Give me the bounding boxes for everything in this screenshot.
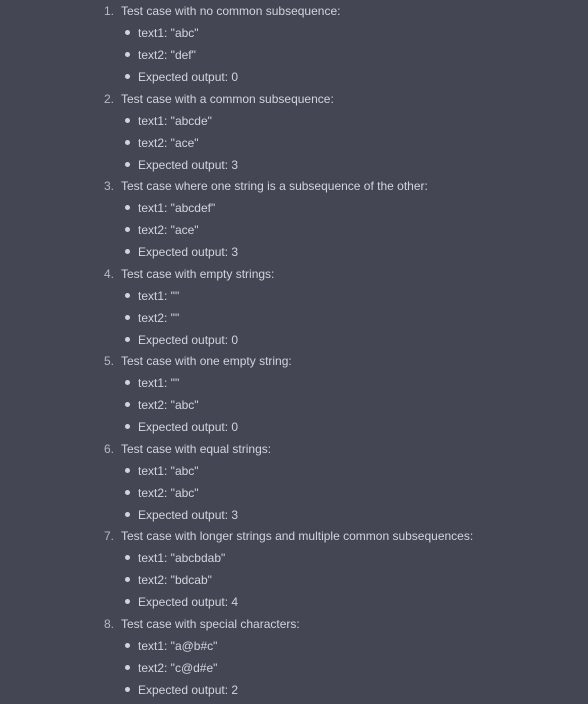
test-case-heading	[0, 613, 588, 635]
detail-text1	[0, 635, 588, 657]
bullet-icon	[125, 293, 130, 298]
bullet-icon	[125, 52, 130, 57]
detail-text2	[0, 482, 588, 504]
test-case-heading	[0, 263, 588, 285]
text2-value: text2: "bdcab"	[138, 573, 212, 587]
expected-output: Expected output: 3	[138, 507, 239, 522]
bullet-icon	[125, 205, 130, 210]
test-case-item	[0, 350, 588, 438]
detail-text1	[0, 110, 588, 132]
bullet-icon	[125, 337, 130, 342]
text2-value: text2: "ace"	[138, 223, 199, 237]
detail-text2	[0, 394, 588, 416]
test-case-title: Test case where one string is a subsequence of the other:	[121, 179, 428, 193]
test-case-title: Test case with no common subsequence:	[121, 4, 341, 18]
test-case-item	[0, 263, 588, 351]
test-case-number: 2.	[103, 91, 114, 106]
test-case-number: 1.	[103, 4, 114, 18]
detail-expected	[0, 66, 588, 88]
bullet-icon	[125, 162, 130, 167]
test-case-number: 5.	[103, 354, 114, 368]
detail-expected	[0, 329, 588, 351]
text1-value: text1: ""	[138, 288, 180, 303]
detail-expected	[0, 591, 588, 613]
detail-text1	[0, 547, 588, 569]
bullet-icon	[125, 687, 130, 692]
detail-text1	[0, 22, 588, 44]
detail-text1	[0, 197, 588, 219]
detail-text2	[0, 44, 588, 66]
detail-text2	[0, 657, 588, 679]
detail-expected	[0, 241, 588, 263]
expected-output: Expected output: 0	[138, 420, 239, 434]
expected-output: Expected output: 3	[138, 245, 239, 259]
detail-expected	[0, 504, 588, 526]
bullet-icon	[125, 490, 130, 495]
test-case-heading	[0, 0, 588, 22]
text1-value: text1: "abc"	[138, 463, 199, 478]
test-case-number: 3.	[103, 179, 114, 193]
text1-value: text1: ""	[138, 376, 180, 390]
detail-text1	[0, 372, 588, 394]
test-case-title: Test case with longer strings and multiple common subsequences:	[121, 529, 474, 543]
bullet-icon	[125, 577, 130, 582]
bullet-icon	[125, 118, 130, 123]
bullet-icon	[125, 599, 130, 604]
text1-value: text1: "abc"	[138, 26, 199, 40]
text1-value: text1: "abcdef"	[138, 201, 216, 215]
bullet-icon	[125, 555, 130, 560]
test-case-item	[0, 613, 588, 701]
test-case-item	[0, 525, 588, 613]
test-case-item	[0, 175, 588, 263]
text2-value: text2: ""	[138, 310, 180, 325]
text1-value: text1: "abcbdab"	[138, 551, 226, 565]
text2-value: text2: "ace"	[138, 135, 199, 150]
test-case-heading	[0, 350, 588, 372]
expected-output: Expected output: 0	[138, 332, 239, 347]
bullet-icon	[125, 643, 130, 648]
test-case-number: 8.	[103, 616, 114, 631]
test-case-heading	[0, 438, 588, 460]
text1-value: text1: "a@b#c"	[138, 638, 218, 653]
detail-text2	[0, 132, 588, 154]
expected-output: Expected output: 0	[138, 70, 239, 84]
bullet-icon	[125, 380, 130, 385]
detail-expected	[0, 679, 588, 701]
bullet-icon	[125, 665, 130, 670]
text2-value: text2: "abc"	[138, 485, 199, 500]
detail-text2	[0, 569, 588, 591]
detail-expected	[0, 154, 588, 176]
test-case-heading	[0, 175, 588, 197]
detail-text1	[0, 460, 588, 482]
bullet-icon	[125, 249, 130, 254]
bullet-icon	[125, 30, 130, 35]
text2-value: text2: "def"	[138, 48, 196, 62]
expected-output: Expected output: 2	[138, 682, 239, 697]
bullet-icon	[125, 227, 130, 232]
bullet-icon	[125, 74, 130, 79]
text2-value: text2: "c@d#e"	[138, 660, 218, 675]
test-case-number: 6.	[103, 441, 114, 456]
test-case-title: Test case with one empty string:	[121, 354, 292, 368]
test-case-item	[0, 438, 588, 526]
bullet-icon	[125, 468, 130, 473]
test-case-item	[0, 0, 588, 88]
bullet-icon	[125, 140, 130, 145]
detail-text1	[0, 285, 588, 307]
bullet-icon	[125, 424, 130, 429]
expected-output: Expected output: 3	[138, 157, 239, 172]
text1-value: text1: "abcde"	[138, 113, 212, 128]
test-case-title: Test case with empty strings:	[121, 266, 275, 281]
test-case-title: Test case with equal strings:	[121, 441, 272, 456]
test-case-title: Test case with special characters:	[121, 616, 300, 631]
bullet-icon	[125, 512, 130, 517]
test-case-number: 7.	[103, 529, 114, 543]
test-case-title: Test case with a common subsequence:	[121, 91, 334, 106]
test-case-heading	[0, 525, 588, 547]
detail-expected	[0, 416, 588, 438]
detail-text2	[0, 307, 588, 329]
test-case-item	[0, 88, 588, 176]
text2-value: text2: "abc"	[138, 398, 199, 412]
bullet-icon	[125, 315, 130, 320]
expected-output: Expected output: 4	[138, 595, 239, 609]
test-case-number: 4.	[103, 266, 114, 281]
test-case-heading	[0, 88, 588, 110]
detail-text2	[0, 219, 588, 241]
bullet-icon	[125, 402, 130, 407]
